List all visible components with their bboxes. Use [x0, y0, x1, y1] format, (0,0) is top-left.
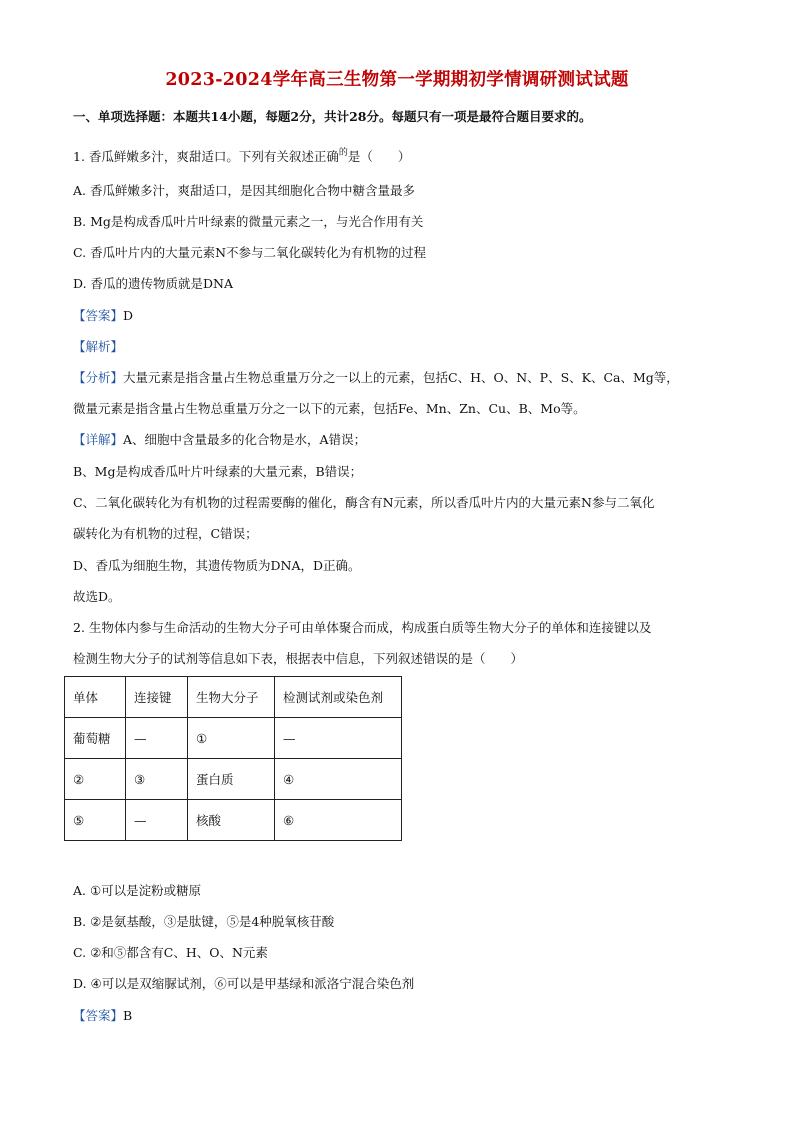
- q1-xiangjie-3: C、二氧化碳转化为有机物的过程需要酶的催化，酶含有N元素，所以香瓜叶片内的大量元素N参与二氧化: [73, 495, 655, 510]
- table-header-cell: 检测试剂或染色剂: [275, 677, 402, 718]
- table-cell: ④: [275, 759, 402, 800]
- q1-conclusion: 故选D。: [73, 589, 121, 604]
- table-cell: —: [275, 718, 402, 759]
- q1-xiangjie-2: B、Mg是构成香瓜叶片叶绿素的大量元素，B错误；: [73, 464, 363, 479]
- table-cell: ③: [126, 759, 188, 800]
- q1-analysis-tag: 【解析】: [73, 339, 124, 354]
- q1-option-a: A. 香瓜鲜嫩多汁，爽甜适口，是因其细胞化合物中糖含量最多: [73, 183, 415, 198]
- table-cell: ①: [188, 718, 275, 759]
- table-row: [65, 800, 402, 841]
- q1-stem: 1. 香瓜鲜嫩多汁，爽甜适口。下列有关叙述正确$^的$是（ ）: [73, 148, 411, 164]
- table-header-cell: 单体: [65, 677, 126, 718]
- q2-table: [64, 676, 402, 841]
- answer-tag: 【答案】: [73, 308, 124, 323]
- q1-option-d: D. 香瓜的遗传物质就是DNA: [73, 276, 234, 291]
- q1-fenxi-2: 微量元素是指含量占生物总重量万分之一以下的元素，包括Fe、Mn、Zn、Cu、B、Mo等。: [73, 401, 586, 416]
- q1-xiangjie-4: 碳转化为有机物的过程，C错误；: [73, 526, 258, 541]
- table-cell: 葡萄糖: [65, 718, 126, 759]
- table-header-row: [65, 677, 402, 718]
- section-heading: 一、单项选择题：本题共14小题，每题2分，共计28分。每题只有一项是最符合题目要求的。: [73, 109, 592, 124]
- q1-xiangjie-1: 【详解】A、细胞中含量最多的化合物是水，A错误；: [73, 432, 367, 447]
- q2-option-b: B. ②是氨基酸，③是肽键，⑤是4种脱氧核苷酸: [73, 914, 335, 929]
- q1-fenxi-1: 【分析】大量元素是指含量占生物总重量万分之一以上的元素，包括C、H、O、N、P、S、K、Ca、Mg等，: [73, 370, 679, 385]
- table-header-cell: 生物大分子: [188, 677, 275, 718]
- table-row: [65, 759, 402, 800]
- page-title: 2023-2024学年高三生物第一学期期初学情调研测试试题: [165, 70, 629, 90]
- q2-stem-1: 2. 生物体内参与生命活动的生物大分子可由单体聚合而成，构成蛋白质等生物大分子的单体和连接键以及: [73, 620, 652, 635]
- table-cell: ⑤: [65, 800, 126, 841]
- table-cell: ②: [65, 759, 126, 800]
- q1-option-b: B. Mg是构成香瓜叶片叶绿素的微量元素之一，与光合作用有关: [73, 214, 424, 229]
- table-row: [65, 718, 402, 759]
- q2-option-c: C. ②和⑤都含有C、H、O、N元素: [73, 945, 268, 960]
- table-header-cell: 连接键: [126, 677, 188, 718]
- table-cell: 蛋白质: [188, 759, 275, 800]
- q2-stem-2: 检测生物大分子的试剂等信息如下表，根据表中信息，下列叙述错误的是（ ）: [73, 651, 524, 666]
- q1-xiangjie-5: D、香瓜为细胞生物，其遗传物质为DNA，D正确。: [73, 558, 361, 573]
- table-cell: —: [126, 718, 188, 759]
- q2-answer: 【答案】B: [73, 1008, 133, 1023]
- table-cell: —: [126, 800, 188, 841]
- answer-tag: 【答案】: [73, 1008, 124, 1023]
- q2-option-d: D. ④可以是双缩脲试剂，⑥可以是甲基绿和派洛宁混合染色剂: [73, 976, 415, 991]
- table-cell: 核酸: [188, 800, 275, 841]
- q1-option-c: C. 香瓜叶片内的大量元素N不参与二氧化碳转化为有机物的过程: [73, 245, 427, 260]
- table-cell: ⑥: [275, 800, 402, 841]
- q1-answer: 【答案】D: [73, 308, 134, 323]
- q2-option-a: A. ①可以是淀粉或糖原: [73, 883, 202, 898]
